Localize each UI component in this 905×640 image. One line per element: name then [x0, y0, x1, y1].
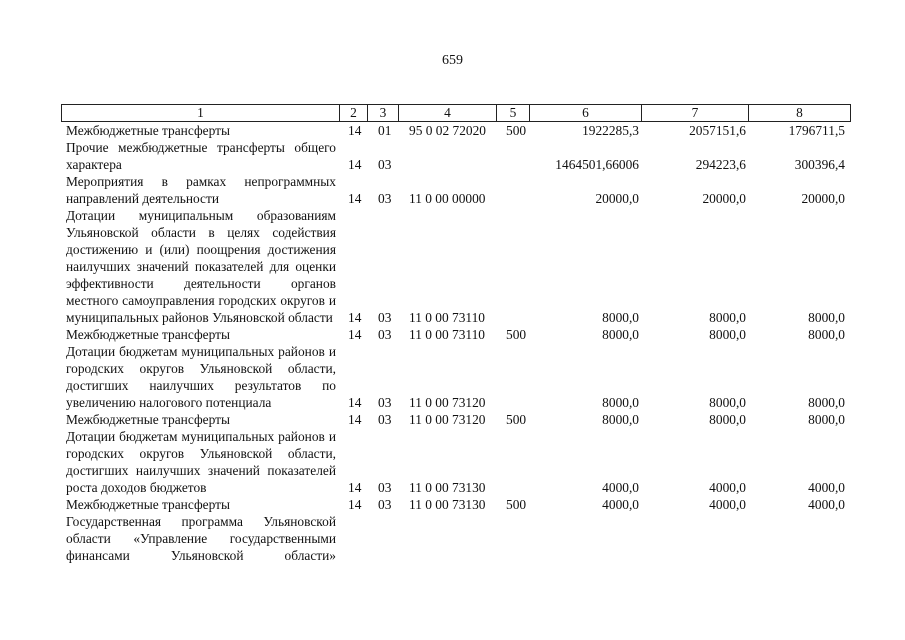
- row-name: Мероприятия в рамках непрограммных направлений деятельности: [66, 174, 336, 206]
- table-header: [61, 104, 851, 122]
- row-amount-6: 4000,0: [602, 497, 639, 512]
- row-section: 14: [348, 395, 362, 410]
- table-row: [0, 496, 905, 513]
- row-target-article: 11 0 00 73130: [409, 480, 486, 495]
- row-amount-8: 8000,0: [808, 327, 845, 342]
- header-col-4: 4: [399, 105, 497, 121]
- table-row: [0, 428, 905, 496]
- row-subsection: 03: [378, 480, 392, 495]
- row-name: Межбюджетные трансферты: [66, 327, 230, 342]
- row-section: 14: [348, 327, 362, 342]
- row-amount-7: 2057151,6: [689, 123, 746, 138]
- row-amount-7: 294223,6: [695, 157, 746, 172]
- row-name: Государственная программа Ульяновской области «Управление государственными финансами Ульяновской области»: [66, 514, 336, 563]
- row-amount-6: 8000,0: [602, 310, 639, 325]
- header-col-3: 3: [368, 105, 399, 121]
- row-subsection: 03: [378, 497, 392, 512]
- row-amount-7: 8000,0: [709, 395, 746, 410]
- row-expense-type: 500: [506, 497, 527, 512]
- table-row: [0, 139, 905, 173]
- row-name: Дотации муниципальным образованиям Ульяновской области в целях содействия достижению и (или) поощрения достижения наилучших значений показателей для оценки эффективности деятельности органов местного самоуправления городских округов и муниципальных районов Ульяновской области: [66, 208, 336, 325]
- header-col-7: 7: [642, 105, 749, 121]
- row-amount-7: 8000,0: [709, 310, 746, 325]
- row-amount-6: 8000,0: [602, 395, 639, 410]
- row-amount-7: 8000,0: [709, 412, 746, 427]
- row-section: 14: [348, 191, 362, 206]
- row-name: Межбюджетные трансферты: [66, 123, 230, 138]
- row-section: 14: [348, 412, 362, 427]
- header-col-2: 2: [340, 105, 368, 121]
- row-amount-6: 4000,0: [602, 480, 639, 495]
- row-section: 14: [348, 310, 362, 325]
- table-row: [0, 326, 905, 343]
- row-section: 14: [348, 497, 362, 512]
- row-subsection: 03: [378, 157, 392, 172]
- row-target-article: 11 0 00 73130: [409, 497, 486, 512]
- row-target-article: 95 0 02 72020: [409, 123, 486, 138]
- row-amount-6: 8000,0: [602, 412, 639, 427]
- row-amount-6: 1922285,3: [582, 123, 639, 138]
- row-target-article: 11 0 00 73120: [409, 412, 486, 427]
- row-amount-8: 1796711,5: [788, 123, 845, 138]
- header-col-8: 8: [796, 105, 803, 120]
- row-amount-7: 4000,0: [709, 497, 746, 512]
- page-number: 659: [442, 53, 463, 68]
- header-col-5: 5: [497, 105, 530, 121]
- row-amount-7: 4000,0: [709, 480, 746, 495]
- row-subsection: 03: [378, 191, 392, 206]
- row-section: 14: [348, 157, 362, 172]
- row-amount-8: 8000,0: [808, 310, 845, 325]
- table-row: [0, 513, 905, 564]
- row-name: Межбюджетные трансферты: [66, 497, 230, 512]
- table-row: [0, 173, 905, 207]
- row-target-article: 11 0 00 00000: [409, 191, 486, 206]
- row-target-article: 11 0 00 73110: [409, 310, 486, 325]
- row-subsection: 03: [378, 310, 392, 325]
- row-name: Дотации бюджетам муниципальных районов и городских округов Ульяновской области, достигших наилучших результатов по увеличению налогового потенциала: [66, 344, 336, 410]
- row-amount-6: 20000,0: [595, 191, 639, 206]
- row-amount-6: 8000,0: [602, 327, 639, 342]
- row-amount-8: 300396,4: [794, 157, 845, 172]
- table-row: [0, 207, 905, 326]
- row-target-article: 11 0 00 73120: [409, 395, 486, 410]
- row-expense-type: 500: [506, 327, 527, 342]
- row-amount-8: 8000,0: [808, 395, 845, 410]
- row-expense-type: 500: [506, 123, 527, 138]
- row-expense-type: 500: [506, 412, 527, 427]
- table-row: [0, 411, 905, 428]
- row-amount-8: 8000,0: [808, 412, 845, 427]
- header-col-1: 1: [62, 105, 340, 121]
- row-amount-8: 4000,0: [808, 497, 845, 512]
- row-amount-7: 8000,0: [709, 327, 746, 342]
- row-amount-8: 4000,0: [808, 480, 845, 495]
- row-amount-8: 20000,0: [801, 191, 845, 206]
- table-row: [0, 343, 905, 411]
- row-section: 14: [348, 480, 362, 495]
- header-col-6: 6: [530, 105, 642, 121]
- row-subsection: 03: [378, 412, 392, 427]
- row-subsection: 03: [378, 327, 392, 342]
- row-section: 14: [348, 123, 362, 138]
- row-name: Дотации бюджетам муниципальных районов и городских округов Ульяновской области, достигших наилучших значений показателей роста доходов бюджетов: [66, 429, 336, 495]
- row-amount-7: 20000,0: [702, 191, 746, 206]
- row-name: Прочие межбюджетные трансферты общего характера: [66, 140, 336, 172]
- row-subsection: 03: [378, 395, 392, 410]
- table-row: [0, 122, 905, 139]
- row-amount-6: 1464501,66006: [555, 157, 639, 172]
- row-name: Межбюджетные трансферты: [66, 412, 230, 427]
- row-target-article: 11 0 00 73110: [409, 327, 486, 342]
- table-body: [0, 122, 905, 564]
- row-subsection: 01: [378, 123, 392, 138]
